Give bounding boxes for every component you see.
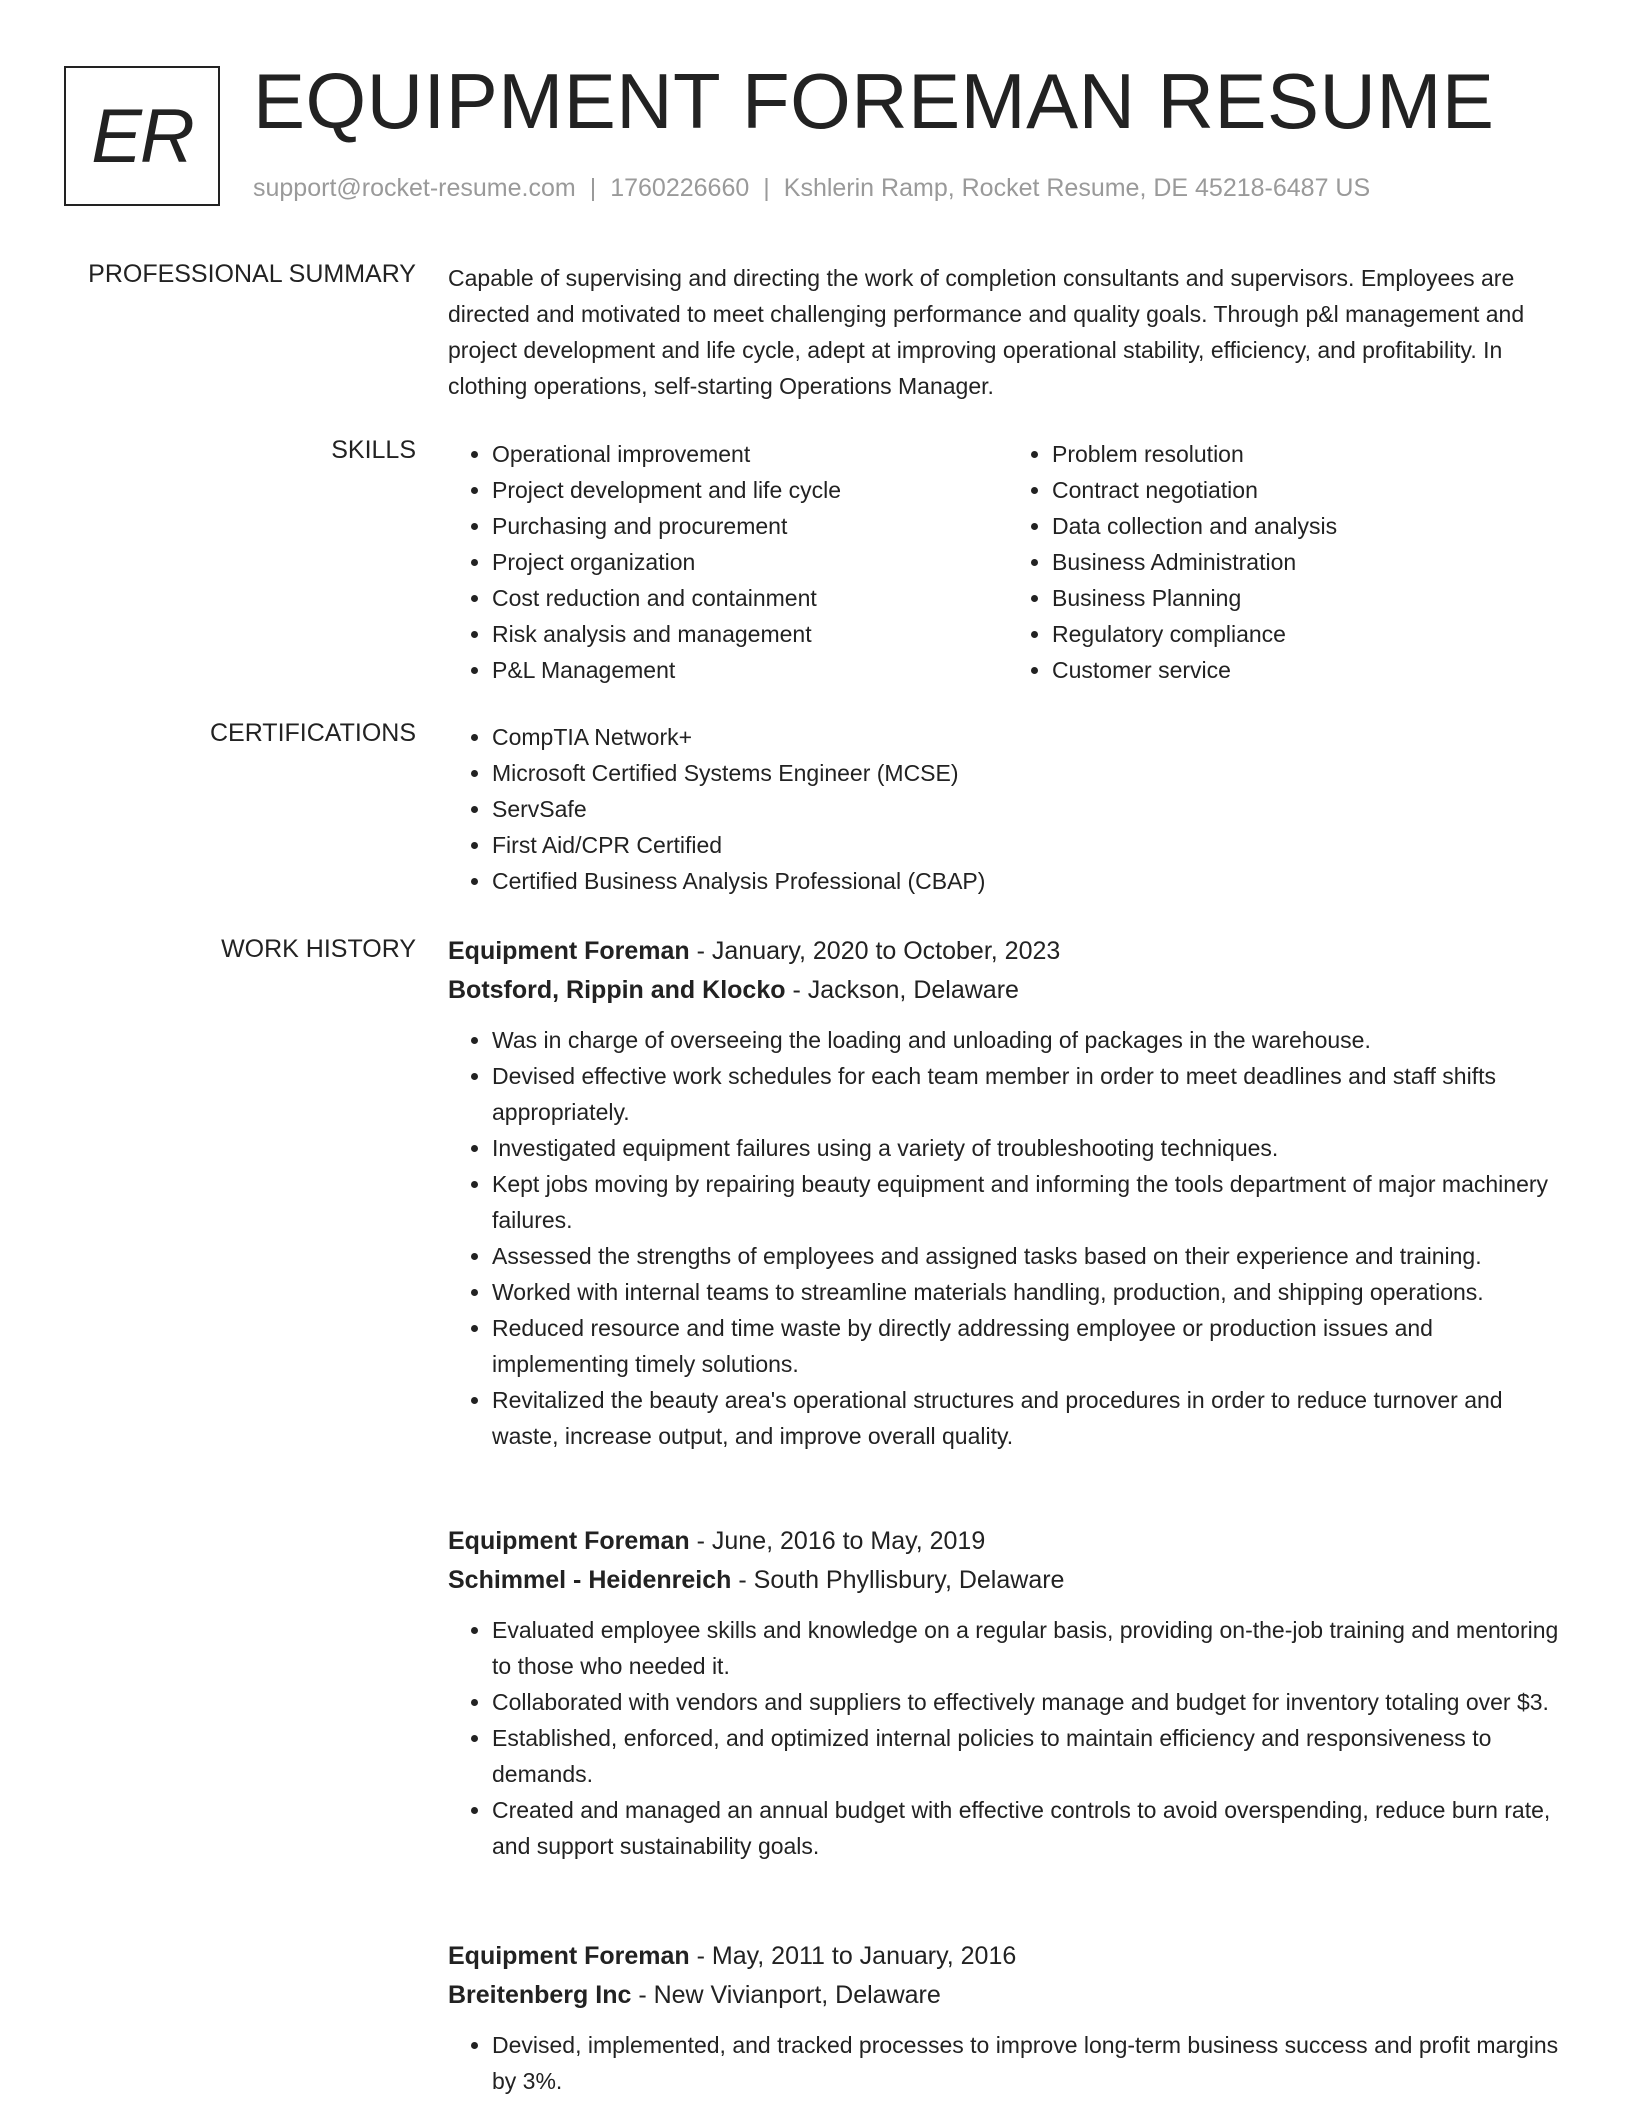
- contact-email[interactable]: support@rocket-resume.com: [253, 174, 576, 202]
- skills-body: [448, 436, 1568, 688]
- skill-item: • Customer service: [1052, 652, 1568, 688]
- job-title-line: [448, 932, 1568, 971]
- skill-item: • Cost reduction and containment: [492, 580, 1008, 616]
- job-company-line: [448, 1976, 1568, 2015]
- summary-heading: PROFESSIONAL SUMMARY: [88, 260, 416, 288]
- certification-item: • CompTIA Network+: [492, 719, 1568, 755]
- certifications-list: [448, 719, 1568, 899]
- job-duties-list: [448, 2027, 1568, 2099]
- certifications-heading: CERTIFICATIONS: [209, 719, 416, 747]
- certification-item: • Certified Business Analysis Professional (CBAP): [492, 863, 1568, 899]
- summary-text: Capable of supervising and directing the work of completion consultants and supervisors. Employees are directed and motivated to meet challenging performance and quality goals. Through p&l management and project development and life cycle, adept at improving operational stability, efficiency, and profitability. In clothing operations, self-starting Operations Manager.: [448, 265, 1525, 399]
- contact-separator: |: [589, 174, 597, 202]
- skill-item: • Problem resolution: [1052, 436, 1568, 472]
- job-company: Botsford, Rippin and Klocko: [448, 976, 786, 1004]
- job-title-line: [448, 1937, 1568, 1976]
- certification-item: • First Aid/CPR Certified: [492, 827, 1568, 863]
- job-company-line: [448, 971, 1568, 1010]
- job-duty: • Worked with internal teams to streamline materials handling, production, and shipping operations.: [492, 1274, 1568, 1310]
- contact-separator: |: [763, 174, 770, 202]
- job-duties-list: [448, 1612, 1568, 1864]
- skills-heading: SKILLS: [331, 436, 416, 464]
- summary-body: [448, 260, 1568, 404]
- job-location: - Jackson, Delaware: [785, 976, 1019, 1004]
- contact-address: Kshlerin Ramp, Rocket Resume, DE 45218-6487 US: [783, 174, 1371, 202]
- skill-item: • Business Planning: [1052, 580, 1568, 616]
- job-duty: • Was in charge of overseeing the loading and unloading of packages in the warehouse.: [492, 1022, 1568, 1058]
- job-company: Schimmel - Heidenreich: [448, 1566, 732, 1594]
- job-duty: • Reduced resource and time waste by directly addressing employee or production issues and implementing timely solutions.: [492, 1310, 1568, 1382]
- certification-item: • Microsoft Certified Systems Engineer (MCSE): [492, 755, 1568, 791]
- job-title: Equipment Foreman: [448, 1527, 690, 1555]
- job-duty: • Established, enforced, and optimized internal policies to maintain efficiency and responsiveness to demands.: [492, 1720, 1568, 1792]
- skill-item: • P&L Management: [492, 652, 1008, 688]
- skill-item: • Contract negotiation: [1052, 472, 1568, 508]
- skill-item: • Regulatory compliance: [1052, 616, 1568, 652]
- job-duties-list: [448, 1022, 1568, 1454]
- job-dates: - January, 2020 to October, 2023: [689, 937, 1061, 965]
- job-dates: - May, 2011 to January, 2016: [689, 1942, 1017, 1970]
- job-company: Breitenberg Inc: [448, 1981, 632, 2009]
- job-location: - New Vivianport, Delaware: [631, 1981, 941, 2009]
- skill-item: • Risk analysis and management: [492, 616, 1008, 652]
- job-location: - South Phyllisbury, Delaware: [731, 1566, 1065, 1594]
- job-duty: • Revitalized the beauty area's operational structures and procedures in order to reduce turnover and waste, increase output, and improve overall quality.: [492, 1382, 1568, 1454]
- job-duty: • Investigated equipment failures using a variety of troubleshooting techniques.: [492, 1130, 1568, 1166]
- skill-item: • Business Administration: [1052, 544, 1568, 580]
- job-dates: - June, 2016 to May, 2019: [689, 1527, 986, 1555]
- job-duty: • Devised effective work schedules for each team member in order to meet deadlines and staff shifts appropriately.: [492, 1058, 1568, 1130]
- job-title: Equipment Foreman: [448, 937, 690, 965]
- job-title: Equipment Foreman: [448, 1942, 690, 1970]
- skills-list-right: [1008, 436, 1568, 688]
- skill-item: • Project development and life cycle: [492, 472, 1008, 508]
- job-duty: • Evaluated employee skills and knowledge on a regular basis, providing on-the-job training and mentoring to those who needed it.: [492, 1612, 1568, 1684]
- certifications-body: [448, 719, 1568, 899]
- job-duty: • Assessed the strengths of employees and assigned tasks based on their experience and training.: [492, 1238, 1568, 1274]
- monogram-logo: ER: [64, 66, 220, 206]
- contact-phone[interactable]: 1760226660: [610, 174, 750, 202]
- work-history-heading: WORK HISTORY: [221, 935, 416, 963]
- job-title-line: [448, 1522, 1568, 1561]
- contact-line: [253, 174, 1370, 203]
- job-duty: • Created and managed an annual budget with effective controls to avoid overspending, reduce burn rate, and support sustainability goals.: [492, 1792, 1568, 1864]
- skill-item: • Data collection and analysis: [1052, 508, 1568, 544]
- job-duty: • Kept jobs moving by repairing beauty equipment and informing the tools department of major machinery failures.: [492, 1166, 1568, 1238]
- skill-item: • Operational improvement: [492, 436, 1008, 472]
- resume-title: EQUIPMENT FOREMAN RESUME: [253, 57, 1495, 145]
- skills-list-left: [448, 436, 1008, 688]
- job-duty: • Devised, implemented, and tracked processes to improve long-term business success and profit margins by 3%.: [492, 2027, 1568, 2099]
- job-entry: [448, 1522, 1568, 1864]
- job-duty: • Collaborated with vendors and suppliers to effectively manage and budget for inventory totaling over $3.: [492, 1684, 1568, 1720]
- job-entry: [448, 932, 1568, 1454]
- skill-item: • Project organization: [492, 544, 1008, 580]
- skill-item: • Purchasing and procurement: [492, 508, 1008, 544]
- job-entry: [448, 1937, 1568, 2099]
- job-company-line: [448, 1561, 1568, 1600]
- certification-item: • ServSafe: [492, 791, 1568, 827]
